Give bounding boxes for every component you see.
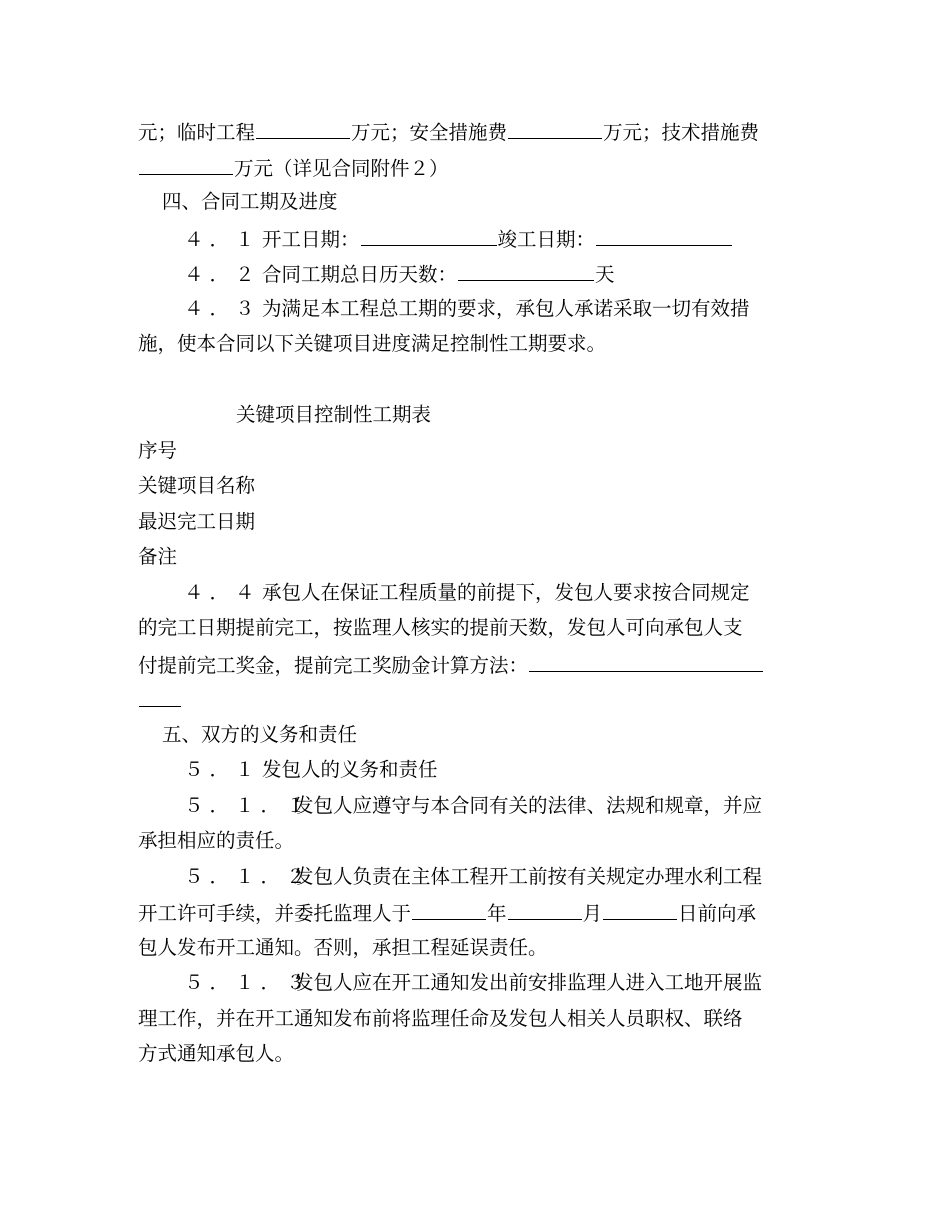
days-unit: 天: [595, 263, 615, 286]
completion-date-blank[interactable]: [596, 220, 732, 246]
total-days-blank[interactable]: [458, 255, 594, 281]
clause-number: ５．１: [184, 758, 261, 781]
table-header-seq: 序号: [138, 438, 178, 462]
bonus-method-blank-cont[interactable]: [139, 681, 181, 707]
blank-temporary-works[interactable]: [256, 113, 350, 139]
clause-5-1-2-line-3: 包人发布开工通知。否则，承担工程延误责任。: [138, 935, 548, 959]
clause-text: 发包人的义务和责任: [262, 758, 438, 781]
clause-text: 发包人应遵守与本合同有关的法律、法规和规章，并应: [294, 793, 763, 817]
clause-4-2: [138, 255, 812, 291]
clause-text: 开工许可手续，并委托监理人于: [138, 902, 412, 925]
section-4-title: 四、合同工期及进度: [162, 190, 338, 213]
blank-safety-cost[interactable]: [508, 113, 602, 139]
clause-4-3-line-2: 施，使本合同以下关键项目进度满足控制性工期要求。: [138, 332, 607, 355]
month-blank[interactable]: [508, 894, 582, 920]
bonus-method-label: 付提前完工奖金，提前完工奖励金计算方法：: [138, 653, 529, 677]
year-unit: 年: [487, 902, 507, 925]
clause-4-4-line-4: [138, 681, 812, 717]
start-date-blank[interactable]: [361, 220, 497, 246]
clause-4-3-line-1: [138, 291, 812, 327]
clause-5-1-3-line-1: [138, 965, 812, 1001]
clause-number: ５．１．１: [184, 793, 312, 817]
table-header-date: 最迟完工日期: [138, 509, 256, 533]
start-date-label: 开工日期：: [262, 227, 360, 251]
clause-text: 发包人负责在主体工程开工前按有关规定办理水利工程: [294, 864, 763, 888]
bonus-method-blank[interactable]: [529, 646, 763, 672]
blank-technical-cost[interactable]: [139, 149, 233, 175]
clause-4-1: [138, 220, 812, 256]
clause-text: 发包人应在开工通知发出前安排监理人进入工地开展监: [294, 971, 763, 994]
completion-date-label: 竣工日期：: [497, 227, 596, 251]
clause-number: ４．１: [184, 227, 261, 251]
clause-number: ４．４: [184, 580, 261, 604]
clause-5-1: [138, 752, 812, 788]
clause-number: ５．１．３: [184, 971, 312, 994]
year-blank[interactable]: [412, 894, 486, 920]
text-temporary-works: 元；临时工程: [138, 121, 256, 144]
text-technical-cost: 万元；技术措施费: [603, 121, 760, 144]
clause-5-1-2-line-2: [138, 894, 812, 930]
total-days-label: 合同工期总日历天数：: [262, 263, 458, 286]
day-blank[interactable]: [603, 894, 677, 920]
clause-4-4-line-1: [138, 575, 812, 611]
text-safety-cost: 万元；安全措施费: [351, 121, 508, 144]
clause-5-1-3-line-3: 方式通知承包人。: [138, 1042, 295, 1065]
spacer: [138, 362, 812, 398]
text-appendix-ref: 万元（详见合同附件２）: [234, 156, 449, 180]
clause-number: ４．２: [184, 263, 261, 286]
clause-4-4-line-3: [138, 646, 812, 682]
clause-5-1-3-line-2: 理工作，并在开工通知发布前将监理任命及发包人相关人员职权、联络: [138, 1006, 743, 1030]
clause-number: ４．３: [184, 296, 261, 320]
month-unit: 月: [582, 902, 603, 925]
clause-5-1-1-line-2: 承担相应的责任。: [138, 829, 295, 852]
clause-4-4-line-2: 的完工日期提前完工，按监理人核实的提前天数，发包人可向承包人支: [138, 616, 743, 639]
clause-5-1-1-line-1: [138, 788, 812, 824]
cost-line-2: [138, 149, 812, 185]
clause-text: 日前向承: [678, 902, 757, 925]
table-header-remark: 备注: [138, 545, 178, 568]
clause-number: ５．１．２: [184, 864, 312, 888]
cost-line-1: [138, 113, 812, 149]
document-body: [138, 113, 812, 1072]
table-header-name: 关键项目名称: [138, 474, 256, 497]
clause-text: 为满足本工程总工期的要求，承包人承诺采取一切有效措: [262, 296, 750, 320]
section-5-title: 五、双方的义务和责任: [162, 722, 358, 746]
clause-5-1-2-line-1: [138, 859, 812, 895]
clause-text: 承包人在保证工程质量的前提下，发包人要求按合同规定: [262, 580, 750, 604]
table-title: 关键项目控制性工期表: [236, 403, 432, 426]
